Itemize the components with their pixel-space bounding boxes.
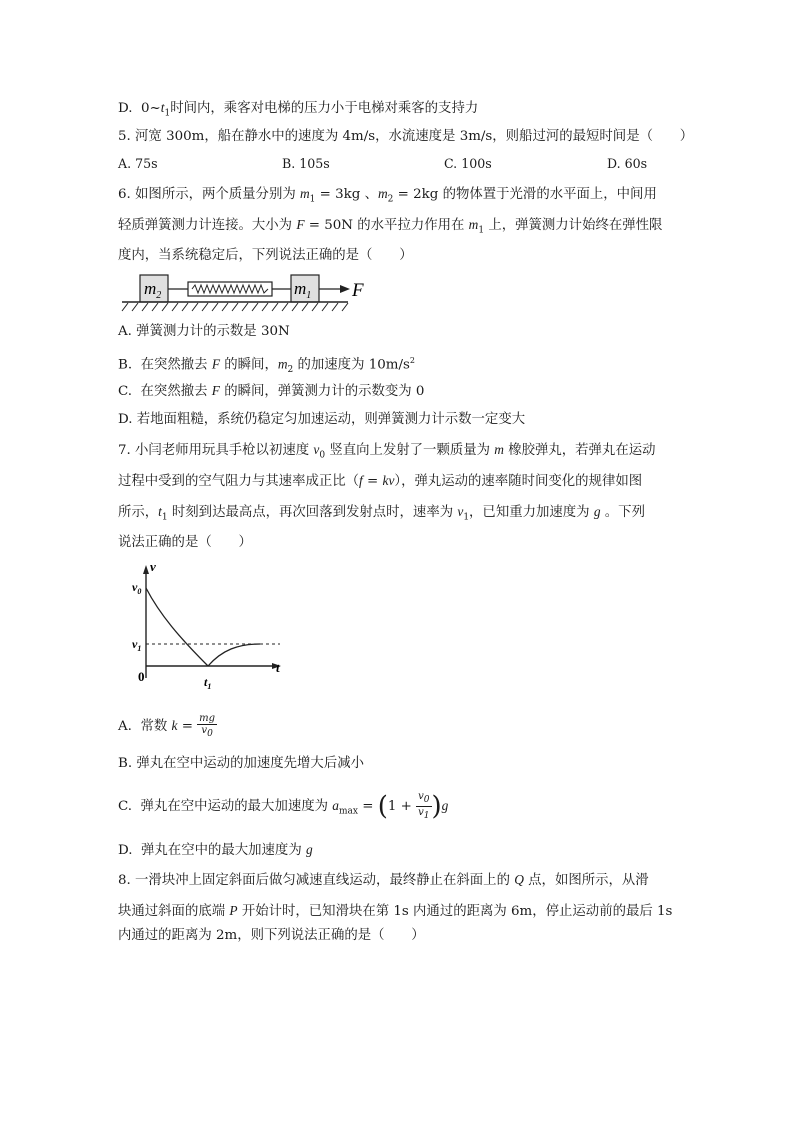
t1-label: $t_1$	[204, 675, 212, 691]
q6-option-d: D. 若地面粗糙，系统仍稳定匀加速运动，则弹簧测力计示数一定变大	[118, 412, 526, 427]
q8-stem-line1: 8. 一滑块冲上固定斜面后做匀减速直线运动，最终静止在斜面上的 Q 点，如图所示，从滑	[118, 872, 649, 888]
q7-stem-line3: 所示，$t_1$ 时刻到达最高点，再次回落到发射点时，速率为 $v_1$，已知重力加速度为 g 。下列	[118, 504, 645, 523]
force-label: F	[352, 280, 364, 301]
q7-stem-line4: 说法正确的是（ ）	[118, 535, 252, 550]
q6-stem-line3: 度内，当系统稳定后，下列说法正确的是（ ）	[118, 248, 413, 263]
q6-stem-line1: 6. 如图所示，两个质量分别为 $m_1 = 3kg$ 、$m_2 = 2kg$ 的物体置于光滑的水平面上，中间用	[118, 186, 657, 205]
fraction-v0-over-v1: $\frac{v_0}{v_1}$	[418, 791, 430, 821]
q5-stem: 5. 河宽 300m，船在静水中的速度为 4m/s，水流速度是 3m/s，则船过河的最短时间是（ ）	[118, 129, 694, 144]
velocity-curve-falling	[208, 644, 260, 666]
y-axis-arrowhead	[143, 565, 149, 574]
q4-option-d: D. $0\sim t_1$时间内，乘客对电梯的压力小于电梯对乘客的支持力	[118, 100, 479, 119]
q6-option-c: C. 在突然撤去 F 的瞬间，弹簧测力计的示数变为 0	[118, 383, 425, 399]
q5-option-b: B. 105s	[282, 156, 330, 171]
force-arrowhead	[340, 285, 350, 293]
q6-option-b: B. 在突然撤去 F 的瞬间，$m_2$ 的加速度为 $10m/s^2$	[118, 356, 415, 376]
block-m2-label: $m_2$	[144, 279, 162, 301]
q6-option-a: A. 弹簧测力计的示数是 30N	[118, 324, 290, 339]
q8-stem-line3: 内通过的距离为 2m，则下列说法正确的是（ ）	[118, 928, 425, 943]
x-axis-label: t	[276, 660, 280, 675]
v1-label: $v_1$	[132, 637, 142, 653]
q7-vt-graph	[130, 560, 290, 695]
q5-option-d: D. 60s	[607, 156, 648, 171]
q6-stem-line2: 轻质弹簧测力计连接。大小为 F = 50N 的水平拉力作用在 $m_1$ 上，弹簧测力计始终在弹性限	[118, 217, 663, 236]
q7-stem-line1: 7. 小闫老师用玩具手枪以初速度 $v_0$ 竖直向上发射了一颗质量为 m 橡胶弹丸，若弹丸在运动	[118, 442, 656, 461]
ground-hatching	[122, 303, 348, 311]
q7-option-a: A. 常数 k = $\frac{mg}{v_0}$	[118, 713, 216, 739]
q7-option-c: C. 弹丸在空中运动的最大加速度为 $a_{max} = (1$ + $\frac{v_0}{v_1}$ )g	[118, 791, 449, 822]
q7-option-b: B. 弹丸在空中运动的加速度先增大后减小	[118, 756, 364, 771]
q8-stem-line2: 块通过斜面的底端 P 开始计时，已知滑块在第 1s 内通过的距离为 6m，停止运动前的最后 1s	[118, 903, 673, 919]
origin-label: 0	[138, 669, 145, 684]
v0-label: $v_0$	[132, 580, 142, 596]
fraction-mg-over-v0: $\frac{mg}{v_0}$	[199, 713, 216, 739]
y-axis-label: v	[150, 560, 156, 574]
q6-spring-figure	[118, 270, 378, 318]
q7-option-d: D. 弹丸在空中的最大加速度为 g	[118, 842, 313, 858]
q7-stem-line2: 过程中受到的空气阻力与其速率成正比（f = kv），弹丸运动的速率随时间变化的规律如图	[118, 473, 643, 489]
block-m1-label: $m_1$	[294, 279, 312, 301]
q5-option-c: C. 100s	[444, 156, 492, 171]
velocity-curve-rising	[146, 588, 208, 666]
q5-option-a: A. 75s	[118, 156, 158, 171]
